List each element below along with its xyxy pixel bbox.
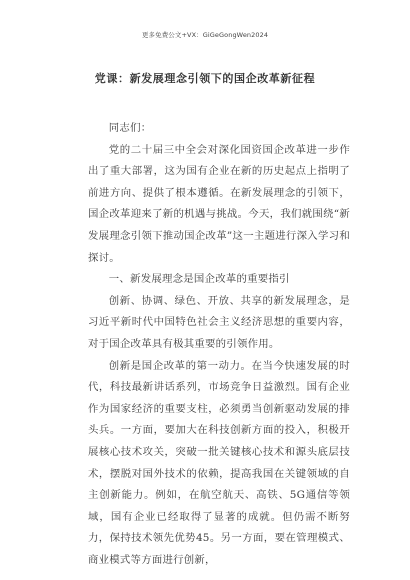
page-title: 党课：新发展理念引领下的国企改革新征程 <box>94 72 316 85</box>
header-note: 更多免费公文+VX：GiGeGongWen2024 <box>141 31 269 39</box>
paragraph-intro: 党的二十届三中全会对深化国资国企改革进一步作出了重大部署，这为国有企业在新的历史起点上指明了前进方向、提供了根本遵循。在新发展理念的引领下，国企改革迎来了新的机遇与挑战。今天，我们就围绕“新发展理念引领下推动国企改革”这一主题进行深入学习和探讨。 <box>88 143 350 264</box>
greeting: 同志们： <box>108 122 152 134</box>
paragraph-innovation: 创新是国企改革的第一动力。在当今快速发展的时代，科技最新讲话系列，市场竞争日益激烈。国有企业作为国家经济的重要支柱，必须勇当创新驱动发展的排头兵。一方面，要加大在科技创新方面的投入，积极开展核心技术攻关，突破一批关键核心技术和源头底层技术，摆脱对国外技术的依赖，提高我国在关键领域的自主创新能力。例如，在航空航天、高铁、5G通信等领域，国有企业已经取得了显著的成就。但仍需不断努力，保持技术领先优势45。另一方面，要在管理模式、商业模式等方面进行创新， <box>88 359 350 566</box>
document-body <box>88 118 350 571</box>
paragraph-concept: 创新、协调、绿色、开放、共享的新发展理念，是习近平新时代中国特色社会主义经济思想的重要内容，对于国企改革具有极其重要的引领作用。 <box>88 294 350 350</box>
section-heading: 一、新发展理念是国企改革的重要指引 <box>108 273 290 286</box>
